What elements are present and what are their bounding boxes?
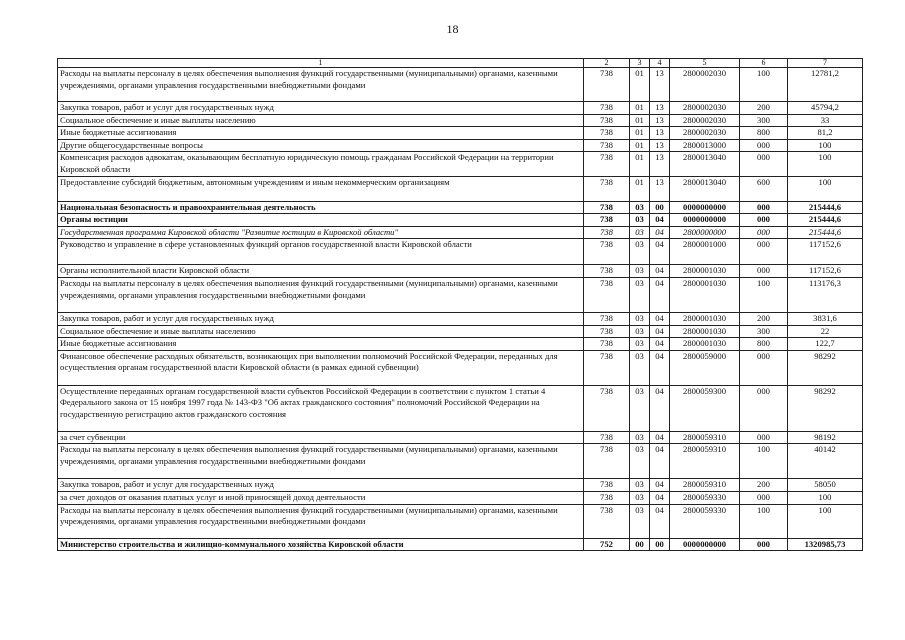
expense-type-cell: 000 xyxy=(740,226,788,239)
section-cell: 01 xyxy=(630,102,650,115)
table-row xyxy=(58,139,863,152)
target-article-cell: 2800059330 xyxy=(670,504,740,538)
subsection-cell: 13 xyxy=(650,152,670,176)
ministry-code-cell: 738 xyxy=(584,431,630,444)
section-cell: 03 xyxy=(630,491,650,504)
description-cell: Расходы на выплаты персоналу в целях обеспечения выполнения функций государственными (муниципальными) органами, казенными учреждениями, органами управления государственными внебюджетными фондами xyxy=(58,277,584,312)
ministry-code-cell: 738 xyxy=(584,491,630,504)
expense-type-cell: 100 xyxy=(740,444,788,479)
target-article-cell: 2800002030 xyxy=(670,127,740,140)
ministry-code-cell: 738 xyxy=(584,312,630,325)
description-cell: Руководство и управление в сфере установленных функций органов государственной власти Кировской области xyxy=(58,239,584,265)
target-article-cell: 2800001030 xyxy=(670,338,740,351)
amount-cell: 1320985,73 xyxy=(788,538,863,551)
amount-cell: 98192 xyxy=(788,431,863,444)
subsection-cell: 00 xyxy=(650,538,670,551)
target-article-cell: 2800059300 xyxy=(670,385,740,431)
table-row xyxy=(58,114,863,127)
amount-cell: 98292 xyxy=(788,350,863,385)
description-cell: за счет доходов от оказания платных услуг и иной приносящей доход деятельности xyxy=(58,491,584,504)
ministry-code-cell: 738 xyxy=(584,338,630,351)
expense-type-cell: 000 xyxy=(740,239,788,265)
section-cell: 03 xyxy=(630,214,650,227)
section-cell: 03 xyxy=(630,479,650,492)
description-cell: Органы юстиции xyxy=(58,214,584,227)
table-row xyxy=(58,312,863,325)
ministry-code-cell: 738 xyxy=(584,277,630,312)
amount-cell: 215444,6 xyxy=(788,226,863,239)
ministry-code-cell: 738 xyxy=(584,504,630,538)
header-cell: 2 xyxy=(584,59,630,68)
description-cell: Компенсация расходов адвокатам, оказывающим бесплатную юридическую помощь гражданам Российской Федерации на территории Кировской области xyxy=(58,152,584,176)
ministry-code-cell: 738 xyxy=(584,201,630,214)
ministry-code-cell: 738 xyxy=(584,127,630,140)
table-row xyxy=(58,102,863,115)
subsection-cell: 04 xyxy=(650,325,670,338)
ministry-code-cell: 738 xyxy=(584,444,630,479)
expense-type-cell: 000 xyxy=(740,538,788,551)
section-cell: 03 xyxy=(630,338,650,351)
section-cell: 03 xyxy=(630,277,650,312)
description-cell: Государственная программа Кировской области "Развитие юстиции в Кировской области" xyxy=(58,226,584,239)
target-article-cell: 2800059000 xyxy=(670,350,740,385)
ministry-code-cell: 738 xyxy=(584,265,630,278)
expense-type-cell: 800 xyxy=(740,127,788,140)
section-cell: 03 xyxy=(630,350,650,385)
subsection-cell: 00 xyxy=(650,201,670,214)
expense-type-cell: 000 xyxy=(740,431,788,444)
expense-type-cell: 300 xyxy=(740,325,788,338)
subsection-cell: 04 xyxy=(650,265,670,278)
subsection-cell: 13 xyxy=(650,114,670,127)
target-article-cell: 2800013040 xyxy=(670,176,740,201)
expense-type-cell: 000 xyxy=(740,201,788,214)
target-article-cell: 0000000000 xyxy=(670,538,740,551)
subsection-cell: 04 xyxy=(650,239,670,265)
table-row xyxy=(58,338,863,351)
expense-type-cell: 200 xyxy=(740,312,788,325)
amount-cell: 98292 xyxy=(788,385,863,431)
amount-cell: 100 xyxy=(788,176,863,201)
ministry-code-cell: 738 xyxy=(584,114,630,127)
expense-type-cell: 600 xyxy=(740,176,788,201)
subsection-cell: 04 xyxy=(650,444,670,479)
description-cell: Социальное обеспечение и иные выплаты населению xyxy=(58,325,584,338)
table-row xyxy=(58,226,863,239)
table-row xyxy=(58,239,863,265)
section-cell: 03 xyxy=(630,226,650,239)
target-article-cell: 2800001030 xyxy=(670,265,740,278)
target-article-cell: 2800002030 xyxy=(670,102,740,115)
table-row xyxy=(58,68,863,102)
expense-type-cell: 800 xyxy=(740,338,788,351)
amount-cell: 215444,6 xyxy=(788,214,863,227)
table-row xyxy=(58,504,863,538)
description-cell: Расходы на выплаты персоналу в целях обеспечения выполнения функций государственными (муниципальными) органами, казенными учреждениями, органами управления государственными внебюджетными фондами xyxy=(58,444,584,479)
subsection-cell: 13 xyxy=(650,127,670,140)
ministry-code-cell: 738 xyxy=(584,479,630,492)
description-cell: Предоставление субсидий бюджетным, автономным учреждениям и иным некоммерческим организациям xyxy=(58,176,584,201)
budget-table xyxy=(57,58,863,551)
expense-type-cell: 000 xyxy=(740,265,788,278)
expense-type-cell: 000 xyxy=(740,152,788,176)
target-article-cell: 2800001030 xyxy=(670,277,740,312)
table-row xyxy=(58,431,863,444)
description-cell: Закупка товаров, работ и услуг для государственных нужд xyxy=(58,312,584,325)
target-article-cell: 2800013000 xyxy=(670,139,740,152)
section-cell: 03 xyxy=(630,504,650,538)
amount-cell: 58050 xyxy=(788,479,863,492)
target-article-cell: 2800013040 xyxy=(670,152,740,176)
header-cell: 7 xyxy=(788,59,863,68)
ministry-code-cell: 738 xyxy=(584,325,630,338)
description-cell: Осуществление переданных органам государственной власти субъектов Российской Федерации в соответствии с пунктом 1 статьи 4 Федерального закона от 15 ноября 1997 года № 143-ФЗ "Об актах гражданского состояния" полномочий Российской Федерации на государственную регистрацию актов гражданского состояния xyxy=(58,385,584,431)
description-cell: Финансовое обеспечение расходных обязательств, возникающих при выполнении полномочий Российской Федерации, переданных для осуществления органам государственной власти Кировской области (в рамках единой субвенции) xyxy=(58,350,584,385)
subsection-cell: 04 xyxy=(650,385,670,431)
table-row xyxy=(58,538,863,551)
expense-type-cell: 000 xyxy=(740,491,788,504)
ministry-code-cell: 738 xyxy=(584,152,630,176)
amount-cell: 122,7 xyxy=(788,338,863,351)
amount-cell: 3831,6 xyxy=(788,312,863,325)
description-cell: Расходы на выплаты персоналу в целях обеспечения выполнения функций государственными (муниципальными) органами, казенными учреждениями, органами управления государственными внебюджетными фондами xyxy=(58,504,584,538)
description-cell: Другие общегосударственные вопросы xyxy=(58,139,584,152)
amount-cell: 113176,3 xyxy=(788,277,863,312)
section-cell: 00 xyxy=(630,538,650,551)
subsection-cell: 04 xyxy=(650,479,670,492)
table-row xyxy=(58,201,863,214)
expense-type-cell: 000 xyxy=(740,139,788,152)
section-cell: 03 xyxy=(630,201,650,214)
header-cell: 3 xyxy=(630,59,650,68)
description-cell: Иные бюджетные ассигнования xyxy=(58,338,584,351)
amount-cell: 22 xyxy=(788,325,863,338)
target-article-cell: 2800059310 xyxy=(670,431,740,444)
ministry-code-cell: 738 xyxy=(584,176,630,201)
subsection-cell: 04 xyxy=(650,504,670,538)
ministry-code-cell: 738 xyxy=(584,139,630,152)
section-cell: 01 xyxy=(630,176,650,201)
target-article-cell: 2800059310 xyxy=(670,444,740,479)
target-article-cell: 0000000000 xyxy=(670,214,740,227)
target-article-cell: 2800002030 xyxy=(670,114,740,127)
description-cell: за счет субвенции xyxy=(58,431,584,444)
ministry-code-cell: 738 xyxy=(584,385,630,431)
ministry-code-cell: 738 xyxy=(584,239,630,265)
expense-type-cell: 100 xyxy=(740,68,788,102)
section-cell: 01 xyxy=(630,127,650,140)
expense-type-cell: 200 xyxy=(740,102,788,115)
amount-cell: 100 xyxy=(788,491,863,504)
header-row xyxy=(58,59,863,68)
expense-type-cell: 300 xyxy=(740,114,788,127)
target-article-cell: 2800001030 xyxy=(670,312,740,325)
subsection-cell: 04 xyxy=(650,277,670,312)
ministry-code-cell: 738 xyxy=(584,102,630,115)
section-cell: 01 xyxy=(630,139,650,152)
subsection-cell: 04 xyxy=(650,338,670,351)
ministry-code-cell: 738 xyxy=(584,214,630,227)
table-row xyxy=(58,277,863,312)
table-row xyxy=(58,176,863,201)
ministry-code-cell: 738 xyxy=(584,68,630,102)
amount-cell: 12781,2 xyxy=(788,68,863,102)
ministry-code-cell: 738 xyxy=(584,350,630,385)
subsection-cell: 04 xyxy=(650,312,670,325)
table-row xyxy=(58,444,863,479)
section-cell: 01 xyxy=(630,68,650,102)
subsection-cell: 04 xyxy=(650,214,670,227)
target-article-cell: 2800059330 xyxy=(670,491,740,504)
subsection-cell: 04 xyxy=(650,226,670,239)
amount-cell: 100 xyxy=(788,139,863,152)
target-article-cell: 2800059310 xyxy=(670,479,740,492)
expense-type-cell: 100 xyxy=(740,277,788,312)
section-cell: 03 xyxy=(630,239,650,265)
table-row xyxy=(58,152,863,176)
description-cell: Социальное обеспечение и иные выплаты населению xyxy=(58,114,584,127)
amount-cell: 100 xyxy=(788,152,863,176)
header-cell: 4 xyxy=(650,59,670,68)
table-row xyxy=(58,491,863,504)
table-row xyxy=(58,325,863,338)
section-cell: 03 xyxy=(630,312,650,325)
description-cell: Закупка товаров, работ и услуг для государственных нужд xyxy=(58,479,584,492)
section-cell: 03 xyxy=(630,265,650,278)
target-article-cell: 2800002030 xyxy=(670,68,740,102)
target-article-cell: 0000000000 xyxy=(670,201,740,214)
amount-cell: 40142 xyxy=(788,444,863,479)
target-article-cell: 2800001030 xyxy=(670,325,740,338)
subsection-cell: 13 xyxy=(650,176,670,201)
header-cell: 1 xyxy=(58,59,584,68)
section-cell: 01 xyxy=(630,114,650,127)
page-number: 18 xyxy=(446,22,459,36)
expense-type-cell: 200 xyxy=(740,479,788,492)
ministry-code-cell: 738 xyxy=(584,226,630,239)
description-cell: Министерство строительства и жилищно-коммунального хозяйства Кировской области xyxy=(58,538,584,551)
expense-type-cell: 100 xyxy=(740,504,788,538)
section-cell: 03 xyxy=(630,444,650,479)
header-cell: 5 xyxy=(670,59,740,68)
expense-type-cell: 000 xyxy=(740,385,788,431)
subsection-cell: 04 xyxy=(650,350,670,385)
amount-cell: 81,2 xyxy=(788,127,863,140)
description-cell: Закупка товаров, работ и услуг для государственных нужд xyxy=(58,102,584,115)
table-row xyxy=(58,265,863,278)
description-cell: Органы исполнительной власти Кировской области xyxy=(58,265,584,278)
expense-type-cell: 000 xyxy=(740,350,788,385)
header-cell: 6 xyxy=(740,59,788,68)
table-row xyxy=(58,385,863,431)
amount-cell: 117152,6 xyxy=(788,265,863,278)
amount-cell: 33 xyxy=(788,114,863,127)
expense-type-cell: 000 xyxy=(740,214,788,227)
target-article-cell: 2800000000 xyxy=(670,226,740,239)
subsection-cell: 13 xyxy=(650,139,670,152)
amount-cell: 45794,2 xyxy=(788,102,863,115)
ministry-code-cell: 752 xyxy=(584,538,630,551)
table-row xyxy=(58,479,863,492)
table-row xyxy=(58,350,863,385)
description-cell: Национальная безопасность и правоохранительная деятельность xyxy=(58,201,584,214)
table-row xyxy=(58,214,863,227)
section-cell: 03 xyxy=(630,385,650,431)
amount-cell: 100 xyxy=(788,504,863,538)
description-cell: Расходы на выплаты персоналу в целях обеспечения выполнения функций государственными (муниципальными) органами, казенными учреждениями, органами управления государственными внебюджетными фондами xyxy=(58,68,584,102)
subsection-cell: 13 xyxy=(650,102,670,115)
section-cell: 01 xyxy=(630,152,650,176)
section-cell: 03 xyxy=(630,325,650,338)
subsection-cell: 04 xyxy=(650,431,670,444)
table-row xyxy=(58,127,863,140)
target-article-cell: 2800001000 xyxy=(670,239,740,265)
subsection-cell: 13 xyxy=(650,68,670,102)
section-cell: 03 xyxy=(630,431,650,444)
subsection-cell: 04 xyxy=(650,491,670,504)
amount-cell: 117152,6 xyxy=(788,239,863,265)
amount-cell: 215444,6 xyxy=(788,201,863,214)
description-cell: Иные бюджетные ассигнования xyxy=(58,127,584,140)
